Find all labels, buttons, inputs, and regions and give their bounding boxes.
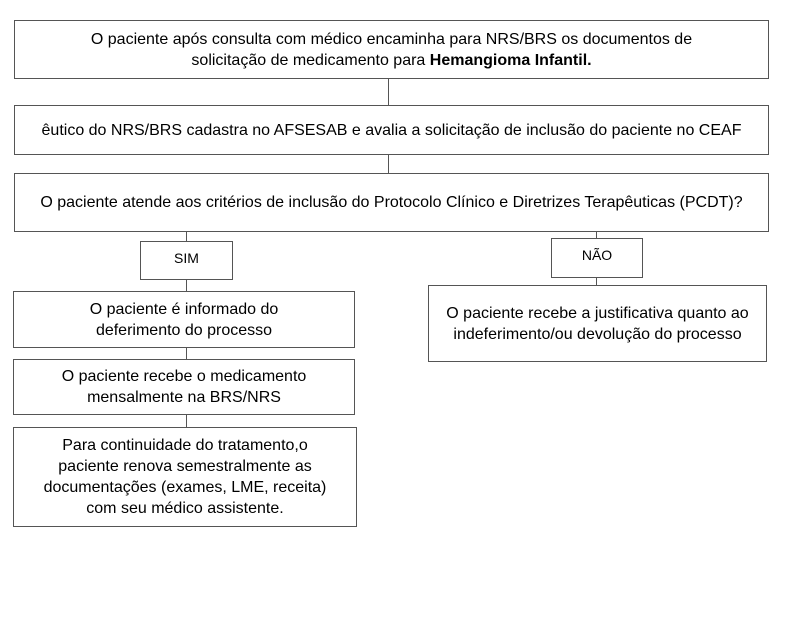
flow-decision (14, 173, 769, 232)
label-no-text: NÃO (581, 247, 613, 263)
flow-no-step-justification-text: O paciente recebe a justificativa quanto ao indeferimento/ou devolução do processo (446, 304, 749, 343)
label-no (551, 238, 643, 278)
flow-step-referral-bold: Hemangioma Infantil. (429, 51, 592, 69)
connector-step1-step2 (388, 78, 389, 106)
flow-yes-step-renewal (13, 427, 357, 527)
connector-step2-decision (388, 154, 389, 174)
label-yes-text: SIM (174, 250, 199, 266)
flow-step-registration (14, 105, 769, 155)
connector-yes-step2-step3 (186, 414, 187, 428)
flow-yes-step-medication-text: O paciente recebe o medicamento mensalmente na BRS/NRS (61, 368, 307, 406)
flow-no-step-justification (428, 285, 767, 362)
flow-decision-text: O paciente atende aos critérios de inclusão do Protocolo Clínico e Diretrizes Terapêuticas (PCDT)? (40, 194, 743, 211)
flow-step-referral (14, 20, 769, 79)
flow-step-referral-text: O paciente após consulta com médico encaminha para NRS/BRS os documentos de solicitação de medicamento para (90, 30, 693, 69)
flow-yes-step-informed (13, 291, 355, 348)
flow-step-registration-text: êutico do NRS/BRS cadastra no AFSESAB e avalia a solicitação de inclusão do paciente no CEAF (41, 121, 742, 139)
flow-yes-step-medication (13, 359, 355, 415)
flow-yes-step-renewal-text: Para continuidade do tratamento,o paciente renova semestralmente as documentações (exames, LME, receita) com seu médico assistente. (43, 437, 327, 517)
label-yes (140, 241, 233, 280)
flow-yes-step-informed-text: O paciente é informado do deferimento do processo (89, 300, 279, 339)
